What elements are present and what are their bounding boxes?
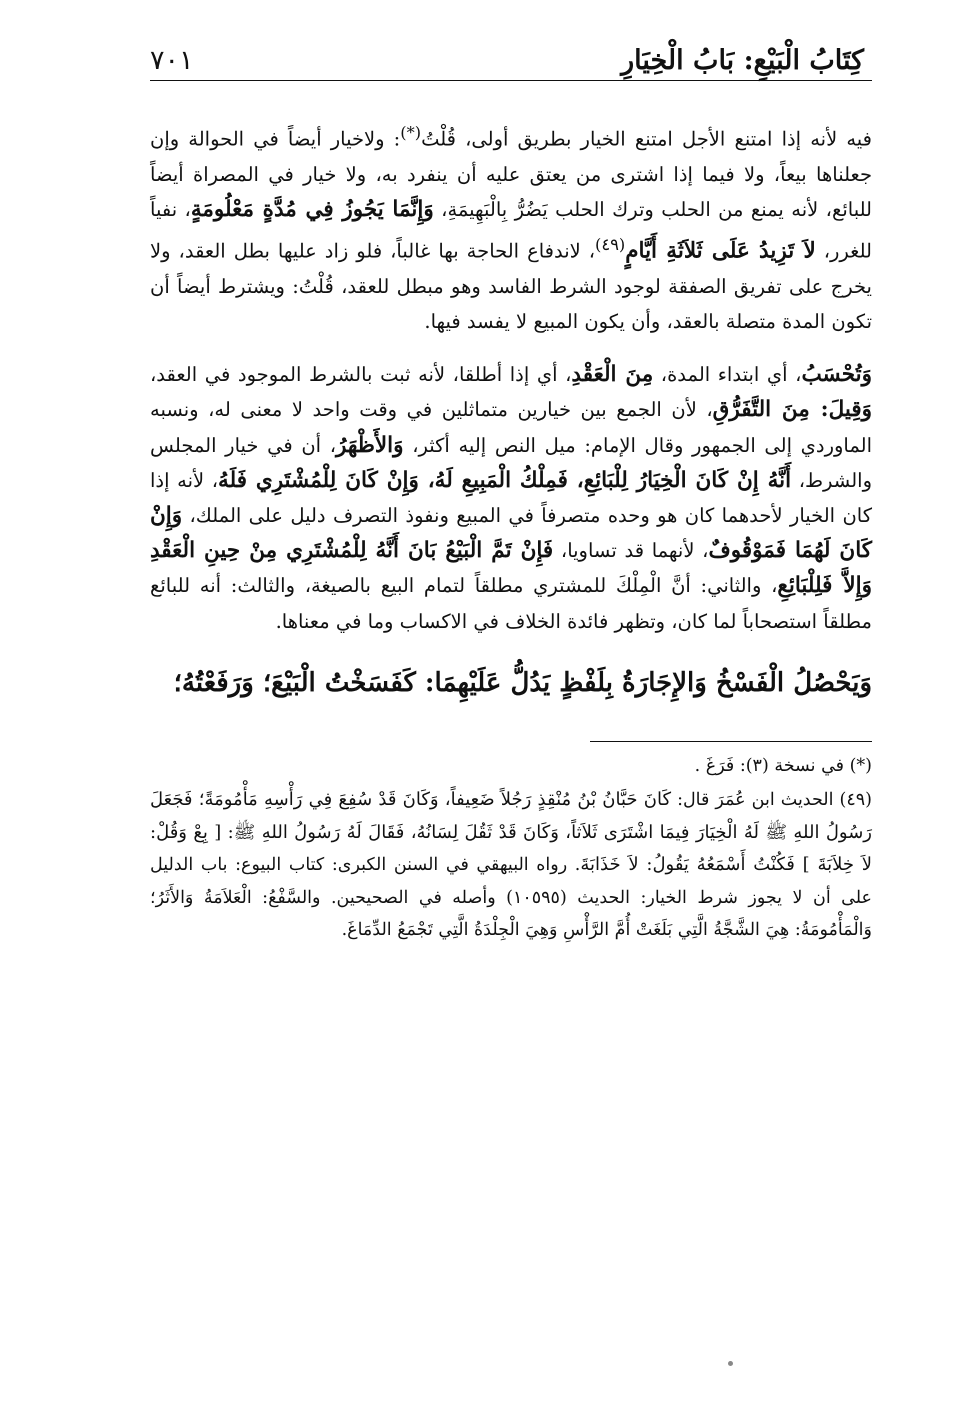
p1-footnote-ref-49: (٤٩) [595, 235, 626, 255]
footnote-separator [590, 741, 872, 742]
p2-text-d: ، أي إذا أطلقا، لأنه ثبت بالشرط الموجود في العقد، [150, 363, 572, 387]
paragraph-3 [150, 663, 872, 703]
footnote-49 [150, 784, 872, 947]
paragraph-2 [150, 357, 872, 639]
footnotes [150, 750, 872, 947]
footnote-49-hadith: كَانَ حَبَّانُ بْنُ مُنْقِذٍ رَجُلاً ضَعِيفاً، وَكَانَ قَدْ سُفِعَ فِي رَأْسِهِ مَأْمُومَةً؛ فَجَعَلَ رَسُولُ اللهِ ﷺ لَهُ الْخِيَارَ فِيمَا اشْتَرَى ثَلاَثاً، وَكَانَ قَدْ ثَقُلَ لِسَانُهُ، فَقَالَ لَهُ رَسُولُ اللهِ ﷺ: [ بِعْ وَقُلْ: لاَ خِلاَبَةَ ] فَكُنْتُ أَسْمَعُهُ يَقُولُ: لاَ خَذَابَةَ [150, 789, 872, 876]
p1-matn-c: وَإِنَّمَا يَجُوزُ فِي مُدَّةٍ مَعْلُومَةٍ [190, 196, 434, 222]
p2-matn-c: مِنَ الْعَقْدِ [571, 362, 654, 388]
p2-matn-e: وَقِيلَ: مِنَ التَّفَرُّقِ [712, 397, 873, 423]
p2-matn-k: وَإِنْ كَانَ لَهُمَا فَمَوْقُوفٌ [150, 503, 872, 564]
p2-text-b: ، أي ابتداء المدة، [653, 363, 802, 387]
p1-matn-e: لاَ تَزِيدُ عَلَى ثَلاَثَةِ أَيَّامٍ [625, 238, 816, 264]
p2-matn-g: وَالأَظْهَرُ [336, 432, 404, 458]
p2-matn-m: فَإِنْ تَمَّ الْبَيْعُ بَانَ أَنَّهُ لِلْمُشْتَرِي مِنْ حِينِ الْعَقْدِ وَإِلاَّ فَلِلْبَائِعِ [150, 538, 872, 599]
p2-matn-i: أَنَّهُ إِنْ كَانَ الْخِيَارُ لِلْبَائِعِ، فَمِلْكُ الْمَبِيعِ لَهُ، وَإِنْ كَانَ لِلْمُشْتَرِي فَلَهُ [218, 467, 792, 493]
p2-text-f: ، لأن الجمع بين خيارين متماثلين في وقت واحد لا معنى له، ونسبه الماوردي إلى الجمهور وقال الإمام: ميل النص إليه أكثر، [150, 398, 873, 457]
footnote-star: (*) في نسخة (٣): فَرَغَ . [694, 755, 872, 776]
p2-text-h: ، أن في خيار المجلس والشرط، [150, 433, 872, 492]
p1-text-a: فيه لأنه إذا امتنع الأجل امتنع الخيار بطريق أولى، قُلْتُ [421, 127, 872, 151]
p2-matn-a: وَتُحْسَبُ [801, 362, 872, 388]
p2-text-j: ، لأنه إذا كان الخيار لأحدهما كان هو وحده متصرفاً في المبيع ونفوذ التصرف دليل على الملك، [150, 468, 872, 528]
p1-text-b: : ولاخيار أيضاً في الحوالة وإن جعلناها بيعاً، ولا فيما إذا اشترى من يعتق عليه أن ينفرد به، ولا خيار في المصراة أيضاً للبائع، لأنه يمنع من الحلب وترك الحلب يَضُرُّ بِالْبَهِيمَةِ، [150, 127, 872, 221]
running-header [150, 28, 872, 81]
page [150, 28, 872, 947]
footnote-49-source: . رواه البيهقي في السنن الكبرى: كتاب البيوع: باب الدليل على أن لا يجوز شرط الخيار: الحديث (١٠٥٩٥) وأصله في الصحيحين. والسَّفْعُ: الْعَلاَمَةُ وَالأَثَرُ؛ وَالْمَأْمُومَةُ: هِيَ الشَّجَّةُ الَّتِي بَلَغَتْ أُمَّ الرَّأْسِ وَهِيَ الْجِلْدَةُ الَّتِي تَجْمَعُ الدِّمَاغَ. [150, 855, 872, 941]
p3-matn: وَيَحْصُلُ الْفَسْخُ وَالإِجَارَةُ بِلَفْظٍ يَدُلُّ عَلَيْهِمَا: كَفَسَخْتُ الْبَيْعَ؛ وَرَفَعْتُهُ؛ [173, 667, 872, 698]
p1-footnote-ref-star: (*) [400, 123, 422, 142]
footnote-49-label: (٤٩) الحديث ابن عُمَرَ قال: [671, 790, 872, 811]
p1-text-f: ، لاندفاع الحاجة بها غالباً، فلو زاد عليها بطل العقد، ولا يخرج على تفريق الصفقة لوجود الشرط الفاسد وهو مبطل للعقد، قُلْتُ: ويشترط أيضاً أن تكون المدة متصلة بالعقد، وأن يكون المبيع لا يفسد فيها. [150, 239, 872, 334]
paragraph-1 [150, 115, 872, 339]
stray-mark [728, 1361, 733, 1366]
p1-text-d: ، نفياً للغرر، [150, 197, 872, 263]
p2-text-n: ، والثاني: أنَّ الْمِلْكَ للمشتري مطلقاً لتمام البيع بالصيغة، والثالث: أنه للبائع مطلقاً استصحاباً لما كان، وتظهر فائدة الخلاف في الاكساب وما في معناها. [150, 574, 872, 633]
p2-text-l: ، لأنهما قد تساويا، [553, 539, 709, 563]
page-number: ٧٠١ [150, 45, 194, 76]
chapter-title: كِتَابُ الْبَيْعِ: بَابُ الْخِيَارِ [621, 45, 864, 76]
